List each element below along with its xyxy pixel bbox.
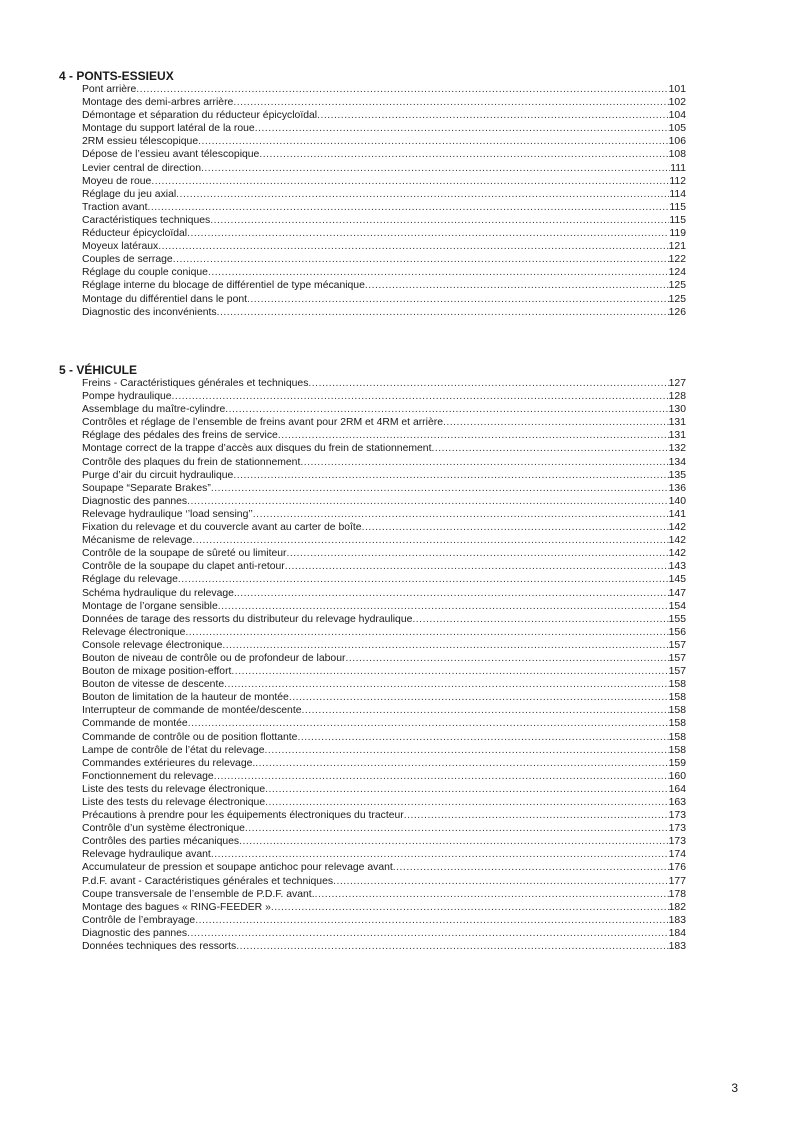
toc-entry-page: 156 (668, 626, 686, 638)
toc-entry-page: 142 (668, 522, 686, 534)
toc-entry-page: 135 (668, 469, 686, 481)
toc-entry-label: Caractéristiques techniques (82, 214, 211, 226)
toc-entry-label: Réglage des pédales des freins de service (82, 430, 278, 442)
toc-entry-page: 173 (668, 810, 686, 822)
toc-entry-page: 158 (668, 679, 686, 691)
dot-leader (218, 600, 669, 613)
toc-entry-label: Moyeu de roue (82, 175, 152, 187)
toc-entry-page: 122 (668, 254, 686, 266)
toc-entry-page: 115 (669, 201, 686, 213)
toc-entry-page: 158 (668, 718, 686, 730)
dot-leader (210, 214, 669, 227)
dot-leader (265, 796, 669, 809)
toc-entry-page: 106 (668, 136, 686, 148)
toc-entry[interactable] (82, 914, 686, 927)
toc-entry-label: Contrôles des parties mécaniques (82, 836, 240, 848)
dot-leader (255, 122, 669, 135)
toc-entry[interactable] (82, 704, 686, 717)
toc-entry-label: Freins - Caractéristiques générales et techniques (82, 378, 309, 389)
section-vehicule (59, 363, 686, 953)
toc-entry-page: 158 (668, 731, 686, 743)
toc-entry-page: 158 (668, 692, 686, 704)
toc-entry[interactable] (82, 162, 686, 175)
toc-entry[interactable] (82, 122, 686, 135)
dot-leader (187, 927, 669, 940)
toc-entry[interactable] (82, 240, 686, 253)
dot-leader (289, 691, 669, 704)
dot-leader (211, 482, 669, 495)
section-title: 4 - PONTS-ESSIEUX (59, 69, 174, 83)
toc-entry[interactable] (82, 626, 686, 639)
dot-leader (233, 96, 668, 109)
dot-leader (265, 783, 669, 796)
dot-leader (151, 175, 669, 188)
toc-entry-label: Coupe transversale de l’ensemble de P.D.F. avant. (82, 888, 315, 900)
toc-entry-page: 154 (668, 600, 686, 612)
toc-entry-label: Bouton de vitesse de descente (82, 679, 225, 691)
dot-leader (237, 587, 669, 600)
toc-entry-label: Montage correct de la trappe d’accès aux disques du frein de stationnement (82, 443, 432, 455)
toc-entry-page: 136 (668, 482, 686, 494)
toc-entry[interactable] (82, 678, 686, 691)
dot-leader (187, 227, 669, 240)
toc-entry-page: 131 (668, 430, 686, 442)
toc-entry-label: Données techniques des ressorts (82, 941, 237, 953)
section-title: 5 - VÉHICULE (59, 363, 138, 377)
dot-leader (173, 253, 669, 266)
toc-entry-label: Liste des tests du relevage électronique (82, 797, 266, 808)
toc-entry-label: Réglage du jeu axial (82, 188, 177, 200)
toc-entry-page: 141 (668, 508, 686, 520)
toc-entry-label: Soupape “Separate Brakes” (82, 482, 211, 494)
toc-entry[interactable] (82, 691, 686, 704)
toc-entry[interactable] (82, 201, 686, 214)
toc-entry-label: Démontage et séparation du réducteur épicycloïdal (82, 110, 318, 122)
toc-entry-page: 158 (668, 705, 686, 717)
toc-entry[interactable] (82, 534, 686, 547)
toc-entry-label: Bouton de limitation de la hauteur de montée (82, 692, 289, 704)
toc-entry[interactable] (82, 508, 686, 521)
toc-entry[interactable] (82, 901, 686, 914)
dot-leader (208, 266, 669, 279)
dot-leader (225, 403, 668, 416)
dot-leader (172, 390, 669, 403)
toc-entry-page: 178 (668, 888, 686, 900)
toc-entry-label: Schéma hydraulique du relevage. (82, 587, 237, 599)
dot-leader (362, 521, 669, 534)
toc-entry-page: 184 (668, 927, 686, 939)
dot-leader (188, 717, 669, 730)
toc-entry-label: Fonctionnement du relevage (82, 770, 214, 782)
dot-leader (136, 83, 668, 96)
toc-entry[interactable] (82, 560, 686, 573)
dot-leader (253, 508, 669, 521)
toc-entry-label: Réglage du relevage (82, 574, 178, 586)
dot-leader (297, 731, 668, 744)
toc-entry-label: Montage du support latéral de la roue (82, 123, 255, 135)
toc-entry-page: 173 (668, 823, 686, 835)
dot-leader (176, 188, 669, 201)
toc-entry-page: 183 (668, 914, 686, 926)
toc-entry[interactable] (82, 770, 686, 783)
toc-entry-page: 104 (668, 110, 686, 122)
dot-leader (231, 665, 668, 678)
toc-entry-label: Moyeux latéraux (82, 241, 159, 253)
page-number: 3 (731, 1081, 738, 1095)
toc-entry[interactable] (82, 214, 686, 227)
dot-leader (198, 135, 669, 148)
dot-leader (404, 809, 669, 822)
dot-leader (300, 456, 668, 469)
toc-entry-page: 130 (668, 404, 686, 416)
dot-leader (239, 835, 669, 848)
toc-entry[interactable] (82, 600, 686, 613)
toc-entry-label: Données de tarage des ressorts du distributeur du relevage hydraulique (82, 613, 413, 625)
toc-entry[interactable] (82, 783, 686, 796)
toc-entries (82, 83, 686, 319)
toc-entry-page: 115 (669, 214, 686, 226)
toc-entry-page: 125 (668, 293, 686, 305)
dot-leader (192, 534, 668, 547)
dot-leader (211, 848, 669, 861)
section-ponts-essieux (59, 69, 686, 319)
toc-entry-label: Réglage du couple conique (82, 267, 208, 279)
toc-entry-label: Interrupteur de commande de montée/descente (82, 705, 302, 717)
dot-leader (302, 704, 669, 717)
toc-entry-label: Lampe de contrôle de l’état du relevage (82, 744, 265, 756)
toc-entry[interactable] (82, 456, 686, 469)
toc-entry[interactable] (82, 717, 686, 730)
toc-entry-label: Fixation du relevage et du couvercle avant au carter de boîte (82, 522, 362, 534)
dot-leader (333, 875, 669, 888)
toc-entry-label: Console relevage électronique (82, 639, 223, 651)
toc-entry[interactable] (82, 927, 686, 940)
toc-entry-label: Diagnostic des inconvénients (82, 306, 217, 318)
toc-entry[interactable] (82, 429, 686, 442)
toc-entry[interactable] (82, 279, 686, 292)
toc-entry[interactable] (82, 416, 686, 429)
dot-leader (285, 560, 669, 573)
toc-entry-label: Contrôle des plaques du frein de stationnement (82, 456, 301, 468)
toc-entry-label: Contrôle de l’embrayage (82, 914, 196, 926)
toc-entry-page: 159 (668, 757, 686, 769)
toc-entry-page: 142 (668, 535, 686, 547)
toc-entry-label: Levier central de direction (82, 162, 201, 174)
toc-entry[interactable] (82, 377, 686, 390)
toc-entry-label: Montage des demi-arbres arrière (82, 97, 234, 109)
toc-entry-page: 119 (669, 228, 686, 240)
toc-entry-page: 157 (668, 666, 686, 678)
toc-entry-page: 102 (668, 97, 686, 109)
toc-entry-label: Réducteur épicycloïdal (82, 228, 188, 240)
dot-leader (214, 770, 669, 783)
toc-entry-label: Pont arrière (82, 84, 137, 95)
dot-leader (233, 469, 668, 482)
toc-entry[interactable] (82, 96, 686, 109)
toc-entry[interactable] (82, 613, 686, 626)
dot-leader (317, 109, 669, 122)
toc-entry-page: 145 (668, 574, 686, 586)
toc-entry-page: 111 (670, 162, 686, 174)
toc-entry-page: 143 (668, 561, 686, 573)
toc-entry-page: 160 (668, 770, 686, 782)
toc-entry[interactable] (82, 188, 686, 201)
dot-leader (217, 306, 669, 319)
toc-entry-page: 164 (668, 783, 686, 795)
toc-entry[interactable] (82, 148, 686, 161)
dot-leader (187, 495, 669, 508)
toc-entry-label: Pompe hydraulique (82, 391, 172, 403)
toc-entry[interactable] (82, 547, 686, 560)
toc-entry-label: Accumulateur de pression et soupape antichoc pour relevage avant (82, 862, 393, 874)
toc-entry-page: 173 (668, 836, 686, 848)
toc-entry-page: 128 (668, 391, 686, 403)
dot-leader (286, 547, 668, 560)
dot-leader (255, 757, 668, 770)
toc-entry-page: 183 (668, 941, 686, 953)
toc-entry[interactable] (82, 175, 686, 188)
dot-leader (224, 678, 669, 691)
toc-entry-label: Relevage électronique (82, 626, 186, 638)
toc-entry-page: 182 (668, 901, 686, 913)
toc-entries (82, 377, 686, 953)
toc-entry[interactable] (82, 495, 686, 508)
toc-entry[interactable] (82, 403, 686, 416)
toc-entry[interactable] (82, 482, 686, 495)
toc-entry-label: Diagnostic des pannes (82, 927, 188, 939)
toc-entry[interactable] (82, 83, 686, 96)
toc-entry-label: 2RM essieu télescopique (82, 136, 199, 148)
toc-entry[interactable] (82, 665, 686, 678)
toc-entry[interactable] (82, 135, 686, 148)
toc-entry-label: Assemblage du maître-cylindre (82, 404, 226, 416)
toc-entry-label: Bouton de niveau de contrôle ou de profondeur de labour (82, 652, 346, 664)
toc-entry[interactable] (82, 888, 686, 901)
toc-entry[interactable] (82, 757, 686, 770)
dot-leader (431, 442, 668, 455)
toc-entry-page: 114 (669, 188, 686, 200)
dot-leader (236, 940, 668, 953)
toc-entry-page: 158 (668, 744, 686, 756)
dot-leader (201, 162, 670, 175)
toc-entry-label: Réglage interne du blocage de différentiel de type mécanique (82, 280, 365, 292)
toc-entry-page: 126 (668, 306, 686, 318)
toc-entry-page: 112 (669, 175, 686, 187)
toc-entry[interactable] (82, 573, 686, 586)
toc-entry-label: Contrôles et réglage de l’ensemble de freins avant pour 2RM et 4RM et arrière (82, 417, 443, 429)
toc-entry-label: Commande de contrôle ou de position flottante (82, 731, 298, 743)
toc-entry-label: Montage de l’organe sensible (82, 600, 218, 612)
toc-entry-page: 157 (668, 639, 686, 651)
toc-entry[interactable] (82, 822, 686, 835)
toc-entry[interactable] (82, 639, 686, 652)
toc-entry-page: 142 (668, 548, 686, 560)
dot-leader (247, 293, 669, 306)
dot-leader (245, 822, 669, 835)
dot-leader (147, 201, 669, 214)
toc-entry-label: Dépose de l’essieu avant télescopique (82, 149, 260, 161)
toc-entry[interactable] (82, 744, 686, 757)
dot-leader (393, 861, 669, 874)
toc-entry-label: Mécanisme de relevage (82, 535, 193, 547)
toc-entry-label: Purge d’air du circuit hydraulique (82, 469, 234, 481)
toc-entry-page: 163 (668, 797, 686, 808)
toc-entry-page: 140 (668, 495, 686, 507)
dot-leader (158, 240, 668, 253)
dot-leader (271, 901, 669, 914)
toc-entry-label: Montage des bagues « RING-FEEDER » (82, 901, 271, 913)
dot-leader (259, 148, 668, 161)
toc-entry-page: 121 (668, 241, 686, 253)
toc-entry-page: 108 (668, 149, 686, 161)
toc-entry-page: 125 (668, 280, 686, 292)
toc-entry[interactable] (82, 731, 686, 744)
toc-entry-page: 176 (668, 862, 686, 874)
toc-entry[interactable] (82, 875, 686, 888)
toc-entry-label: Couples de serrage (82, 254, 173, 266)
toc-entry-label: Traction avant (82, 201, 148, 213)
toc-entry-label: Commande de montée (82, 718, 188, 730)
dot-leader (265, 744, 669, 757)
toc-entry-page: 134 (668, 456, 686, 468)
toc-entry-page: 155 (668, 613, 686, 625)
dot-leader (178, 573, 669, 586)
toc-entry[interactable] (82, 293, 686, 306)
toc-entry-label: Précautions à prendre pour les équipements électroniques du tracteur (82, 810, 404, 822)
toc-entry-page: 131 (668, 417, 686, 429)
toc-entry-label: Relevage hydraulique ‘’load sensing’’ (82, 508, 253, 520)
toc-entry[interactable] (82, 109, 686, 122)
toc-entry[interactable] (82, 227, 686, 240)
toc-entry[interactable] (82, 796, 686, 809)
toc-entry[interactable] (82, 861, 686, 874)
toc-entry-page: 132 (668, 443, 686, 455)
toc-entry[interactable] (82, 521, 686, 534)
toc-entry-page: 105 (668, 123, 686, 135)
toc-entry-page: 101 (668, 84, 686, 95)
toc-entry-page: 127 (668, 378, 686, 389)
toc-entry-label: Liste des tests du relevage électronique (82, 783, 266, 795)
toc-entry-page: 174 (668, 849, 686, 861)
toc-entry[interactable] (82, 848, 686, 861)
toc-entry[interactable] (82, 835, 686, 848)
dot-leader (278, 429, 669, 442)
dot-leader (195, 914, 668, 927)
toc-entry-label: Contrôle de la soupape du clapet anti-retour (82, 561, 285, 573)
toc-entry-page: 157 (668, 652, 686, 664)
toc-entry-page: 124 (668, 267, 686, 279)
toc-entry-page: 147 (668, 587, 686, 599)
toc-entry[interactable] (82, 587, 686, 600)
dot-leader (443, 416, 669, 429)
dot-leader (365, 279, 669, 292)
toc-entry[interactable] (82, 940, 686, 953)
dot-leader (222, 639, 668, 652)
toc-entry[interactable] (82, 253, 686, 266)
dot-leader (308, 377, 668, 390)
toc-entry[interactable] (82, 266, 686, 279)
toc-entry[interactable] (82, 809, 686, 822)
toc-entry-label: Contrôle de la soupape de sûreté ou limiteur (82, 548, 287, 560)
dot-leader (412, 613, 668, 626)
toc-entry-label: P.d.F. avant - Caractéristiques générales et techniques (82, 875, 334, 887)
dot-leader (345, 652, 668, 665)
dot-leader (185, 626, 668, 639)
toc-entry-label: Bouton de mixage position-effort (82, 666, 232, 678)
toc-entry[interactable] (82, 390, 686, 403)
toc-entry-label: Diagnostic des pannes (82, 495, 188, 507)
toc-entry-label: Montage du différentiel dans le pont (82, 293, 248, 305)
toc-entry-label: Contrôle d’un système électronique (82, 823, 245, 835)
toc-entry-label: Commandes extérieures du relevage. (82, 757, 256, 769)
toc-entry[interactable] (82, 306, 686, 319)
toc-entry[interactable] (82, 469, 686, 482)
toc-entry[interactable] (82, 442, 686, 455)
toc-entry-label: Relevage hydraulique avant (82, 849, 211, 861)
toc-entry-page: 177 (668, 875, 686, 887)
dot-leader (315, 888, 669, 901)
toc-entry[interactable] (82, 652, 686, 665)
